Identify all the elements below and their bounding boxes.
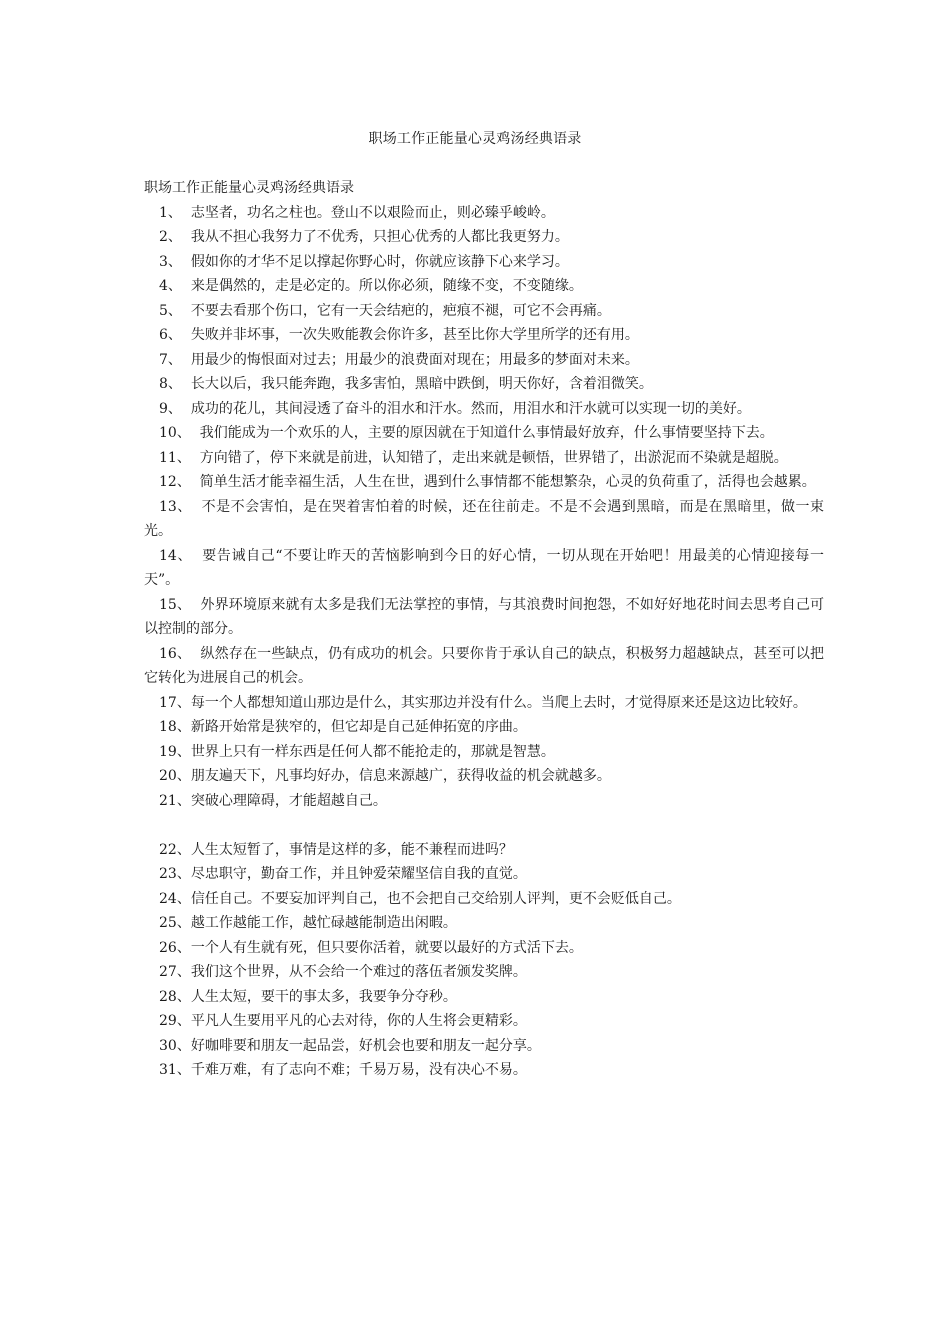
quote-text: 我们这个世界，从不会给一个难过的落伍者颁发奖牌。	[190, 964, 527, 980]
quote-text: 人生太短暂了，事情是这样的多，能不兼程而进吗？	[190, 841, 513, 858]
quote-item	[144, 936, 824, 961]
quote-separator	[182, 278, 191, 294]
quote-number: 14、	[159, 547, 193, 564]
quote-number: 28、	[159, 988, 191, 1005]
quote-separator	[182, 327, 191, 343]
quote-number: 15、	[159, 596, 192, 613]
quote-text: 千难万难，有了志向不难；千易万易，没有决心不易。	[190, 1062, 527, 1078]
quote-separator	[182, 352, 191, 368]
quote-list-part2	[144, 838, 824, 1083]
quote-item	[144, 789, 824, 814]
quote-separator	[191, 450, 200, 466]
quote-number: 19、	[159, 743, 191, 760]
quote-text: 越工作越能工作，越忙碌越能制造出闲暇。	[190, 915, 457, 931]
quote-number: 29、	[159, 1013, 191, 1029]
quote-item	[144, 593, 824, 642]
quote-number: 26、	[159, 939, 191, 956]
quote-number: 1、	[159, 204, 182, 221]
quote-separator	[191, 425, 200, 441]
quote-item	[144, 323, 824, 348]
quote-item	[144, 446, 824, 471]
quote-text: 成功的花儿，其间浸透了奋斗的泪水和汗水。然而，用泪水和汗水就可以实现一切的美好。	[190, 400, 751, 417]
quote-item	[144, 348, 824, 373]
document-title: 职场工作正能量心灵鸡汤经典语录	[368, 131, 582, 147]
quote-item	[144, 715, 824, 740]
quote-text: 失败并非坏事，一次失败能教会你许多，甚至比你大学里所学的还有用。	[190, 327, 639, 343]
quote-separator	[182, 401, 191, 417]
quote-separator	[191, 474, 200, 490]
quote-number: 17、	[159, 694, 191, 711]
quote-separator	[192, 548, 202, 564]
quote-text: 我从不担心我努力了不优秀，只担心优秀的人都比我更努力。	[190, 229, 569, 245]
blank-line	[144, 813, 824, 838]
quote-text: 人生太短，要干的事太多，我要争分夺秒。	[190, 988, 457, 1005]
quote-text: 朋友遍天下，凡事均好办，信息来源越广，获得收益的机会就越多。	[190, 768, 611, 784]
quote-separator	[182, 254, 191, 270]
quote-number: 21、	[159, 792, 191, 809]
quote-separator	[182, 376, 191, 392]
quote-item	[144, 960, 824, 985]
quote-text: 外界环境原来就有太多是我们无法掌控的事情，与其浪费时间抱怨，不如好好地花时间去思考自己可以控制的部分。	[144, 596, 824, 637]
quote-item	[144, 1034, 824, 1059]
quote-text: 突破心理障碍，才能超越自己。	[190, 792, 387, 809]
quote-text: 每一个人都想知道山那边是什么，其实那边并没有什么。当爬上去时，才觉得原来还是这边比较好。	[190, 694, 807, 711]
quote-number: 18、	[159, 719, 191, 735]
quote-text: 一个人有生就有死，但只要你活着，就要以最好的方式活下去。	[190, 939, 583, 956]
quote-text: 我们能成为一个欢乐的人，主要的原因就在于知道什么事情最好放弃，什么事情要坚持下去。	[199, 425, 774, 441]
quote-item	[144, 250, 824, 275]
quote-number: 25、	[159, 915, 191, 931]
quote-number: 16、	[159, 645, 192, 662]
quote-item	[144, 470, 824, 495]
quote-number: 8、	[159, 376, 182, 392]
quote-number: 22、	[159, 841, 191, 858]
quote-item	[144, 495, 824, 544]
quote-number: 13、	[159, 498, 192, 515]
quote-text: 来是偶然的，走是必定的。所以你必须，随缘不变，不变随缘。	[190, 278, 583, 294]
quote-item	[144, 740, 824, 765]
quote-item	[144, 201, 824, 226]
document-subtitle: 职场工作正能量心灵鸡汤经典语录	[144, 180, 354, 196]
quote-item	[144, 691, 824, 716]
quote-item	[144, 642, 824, 691]
quote-number: 3、	[159, 253, 182, 270]
quote-number: 20、	[159, 768, 191, 784]
quote-item	[144, 421, 824, 446]
quote-text: 不是不会害怕，是在哭着害怕着的时候，还在往前走。不是不会遇到黑暗，而是在黑暗里，做一束光。	[144, 498, 824, 539]
quote-list-part1	[144, 201, 824, 814]
quote-item	[144, 225, 824, 250]
quote-number: 10、	[159, 425, 191, 441]
quote-text: 简单生活才能幸福生活，人生在世，遇到什么事情都不能想繁杂，心灵的负荷重了，活得也会越累。	[199, 474, 816, 490]
quote-text: 平凡人生要用平凡的心去对待，你的人生将会更精彩。	[190, 1013, 527, 1029]
quote-item	[144, 544, 824, 593]
quote-item	[144, 397, 824, 422]
quote-item	[144, 764, 824, 789]
quote-number: 2、	[159, 229, 182, 245]
quote-number: 4、	[159, 278, 182, 294]
quote-separator	[182, 205, 191, 221]
quote-text: 要告诫自己“不要让昨天的苦恼影响到今日的好心情，一切从现在开始吧！用最美的心情迎接每一天”。	[144, 547, 824, 588]
quote-item	[144, 985, 824, 1010]
quote-separator	[182, 229, 191, 245]
quote-text: 方向错了，停下来就是前进，认知错了，走出来就是顿悟，世界错了，出淤泥而不染就是超脱。	[199, 449, 788, 466]
quote-number: 27、	[159, 964, 191, 980]
quote-separator	[192, 499, 202, 515]
quote-number: 12、	[159, 474, 191, 490]
quote-number: 6、	[159, 327, 182, 343]
document-body	[144, 176, 824, 1083]
quote-item	[144, 887, 824, 912]
quote-number: 30、	[159, 1037, 191, 1054]
quote-text: 用最少的悔恨面对过去；用最少的浪费面对现在；用最多的梦面对未来。	[190, 351, 639, 368]
quote-number: 24、	[159, 890, 191, 907]
quote-text: 尽忠职守，勤奋工作，并且钟爱荣耀坚信自我的直觉。	[190, 866, 527, 882]
quote-text: 好咖啡要和朋友一起品尝，好机会也要和朋友一起分享。	[190, 1037, 541, 1054]
quote-item	[144, 372, 824, 397]
quote-number: 5、	[159, 302, 182, 319]
quote-number: 31、	[159, 1062, 191, 1078]
quote-item	[144, 274, 824, 299]
quote-number: 23、	[159, 866, 191, 882]
quote-text: 长大以后，我只能奔跑，我多害怕，黑暗中跌倒，明天你好，含着泪微笑。	[190, 376, 653, 392]
quote-text: 志坚者，功名之柱也。登山不以艰险而止，则必臻乎峻岭。	[190, 204, 555, 221]
quote-item	[144, 1058, 824, 1083]
quote-number: 7、	[159, 351, 182, 368]
quote-item	[144, 911, 824, 936]
quote-text: 不要去看那个伤口，它有一天会结疤的，疤痕不褪，可它不会再痛。	[190, 302, 611, 319]
quote-item	[144, 838, 824, 863]
quote-text: 世界上只有一样东西是任何人都不能抢走的，那就是智慧。	[190, 743, 555, 760]
quote-separator	[182, 303, 191, 319]
quote-text: 纵然存在一些缺点，仍有成功的机会。只要你肯于承认自己的缺点，积极努力超越缺点，甚至可以把它转化为进展自己的机会。	[144, 645, 824, 686]
quote-item	[144, 1009, 824, 1034]
quote-item	[144, 862, 824, 887]
quote-item	[144, 299, 824, 324]
quote-text: 信任自己。不要妄加评判自己，也不会把自己交给别人评判，更不会贬低自己。	[190, 890, 681, 907]
quote-text: 假如你的才华不足以撑起你野心时，你就应该静下心来学习。	[190, 253, 569, 270]
quote-number: 9、	[159, 400, 182, 417]
quote-number: 11、	[159, 449, 191, 466]
quote-text: 新路开始常是狭窄的，但它却是自己延伸拓宽的序曲。	[190, 719, 527, 735]
